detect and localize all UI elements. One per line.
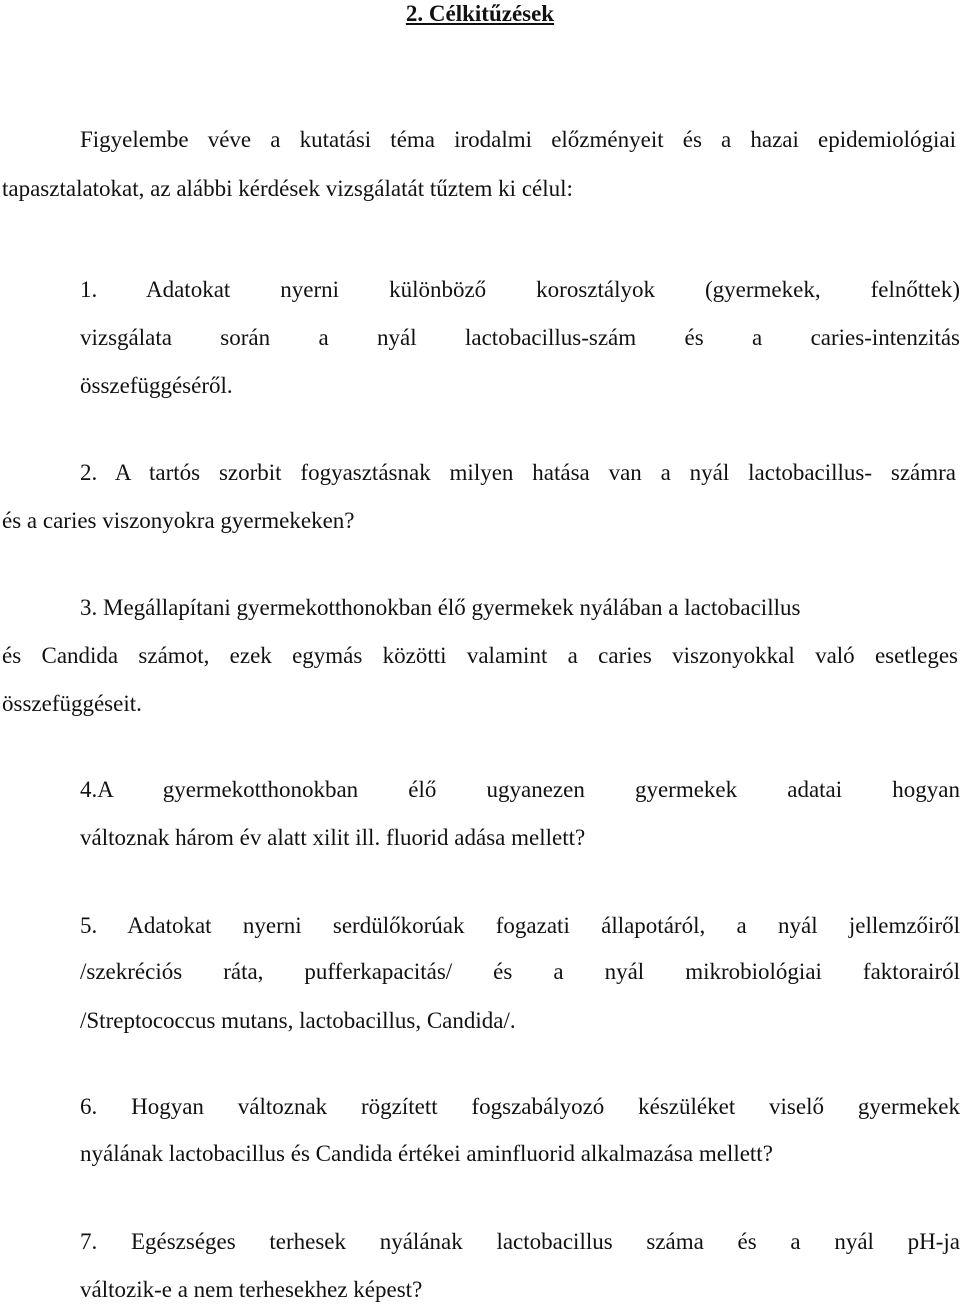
intro-line-1: Figyelembe véve a kutatási téma irodalmi előzményeit és a hazai epidemiológiai xyxy=(80,127,956,152)
item-2-line-1: 2. A tartós szorbit fogyasztásnak milyen hatása van a nyál lactobacillus- számra xyxy=(80,460,956,485)
item-1-line-1: 1. Adatokat nyerni különböző korosztályok (gyermekek, felnőttek) xyxy=(80,277,960,302)
intro-line-2: tapasztalatokat, az alábbi kérdések vizsgálatát tűztem ki célul: xyxy=(2,176,573,201)
item-2-line-2: és a caries viszonyokra gyermekeken? xyxy=(2,508,355,533)
item-1-line-3: összefüggéséről. xyxy=(80,373,233,398)
item-3-line-1: 3. Megállapítani gyermekotthonokban élő gyermekek nyálában a lactobacillus xyxy=(80,595,801,620)
item-5-line-2: /szekréciós ráta, pufferkapacitás/ és a nyál mikrobiológiai faktorairól xyxy=(80,959,960,984)
item-3-line-2: és Candida számot, ezek egymás közötti valamint a caries viszonyokkal való esetleges xyxy=(2,643,958,668)
item-7-line-1: 7. Egészséges terhesek nyálának lactobacillus száma és a nyál pH-ja xyxy=(80,1229,960,1254)
item-3-line-3: összefüggéseit. xyxy=(2,691,142,716)
item-6-line-2: nyálának lactobacillus és Candida értékei aminfluorid alkalmazása mellett? xyxy=(80,1141,773,1166)
item-5-line-1: 5. Adatokat nyerni serdülőkorúak fogazati állapotáról, a nyál jellemzőiről xyxy=(80,913,960,938)
item-5-line-3: /Streptococcus mutans, lactobacillus, Candida/. xyxy=(80,1008,516,1033)
item-4-line-1: 4.A gyermekotthonokban élő ugyanezen gyermekek adatai hogyan xyxy=(80,777,960,802)
item-1-line-2: vizsgálata során a nyál lactobacillus-szám és a caries-intenzitás xyxy=(80,325,960,350)
item-4-line-2: változnak három év alatt xilit ill. fluorid adása mellett? xyxy=(80,825,586,850)
section-heading: 2. Célkitűzések xyxy=(405,1,555,26)
item-7-line-2: változik-e a nem terhesekhez képest? xyxy=(80,1277,423,1302)
item-6-line-1: 6. Hogyan változnak rögzített fogszabályozó készüléket viselő gyermekek xyxy=(80,1094,960,1119)
